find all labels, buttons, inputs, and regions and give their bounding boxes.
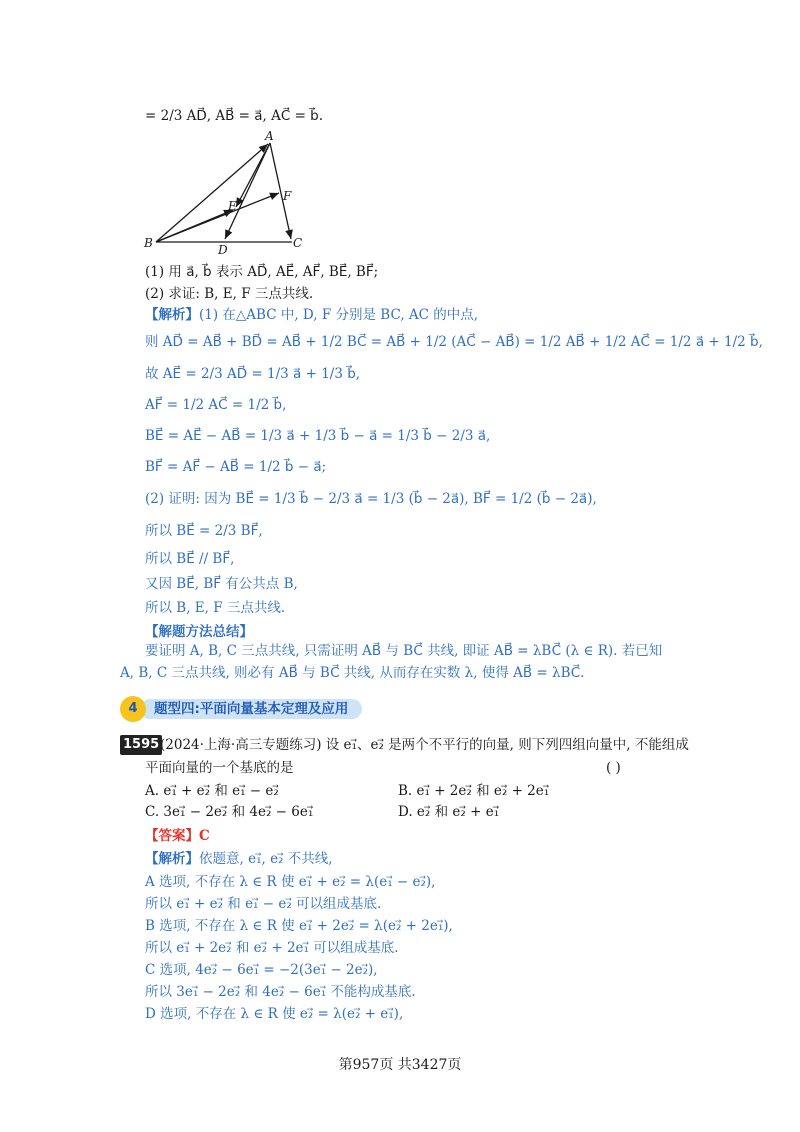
analysis-line-1: 则 AD⃗ = AB⃗ + BD⃗ = AB⃗ + 1/2 BC⃗ = AB⃗ + 1/2 (AC⃗ − AB⃗) = 1/2 AB⃗ + 1/2 AC⃗ = 1/2 a⃗ + 1/2 b⃗, (145, 334, 763, 350)
summary-tag: 【解题方法总结】 (145, 624, 253, 640)
analysis-line-5: BF⃗ = AF⃗ − AB⃗ = 1/2 b⃗ − a⃗; (145, 459, 327, 475)
label-c: C (293, 236, 303, 250)
answer-paren: ( ) (606, 760, 621, 776)
analysis-text-0: (1) 在△ABC 中, D, F 分别是 BC, AC 的中点, (199, 307, 479, 323)
p-analysis-tag: 【解析】 (145, 851, 199, 867)
option-c: C. 3e₁⃗ − 2e₂⃗ 和 4e₂⃗ − 6e₁⃗ (145, 804, 314, 820)
analysis-line-8: 所以 BE⃗ // BF⃗, (145, 551, 235, 567)
answer-tag: 【答案】 (145, 828, 199, 844)
p-analysis-text-0: 依题意, e₁⃗, e₂⃗ 不共线, (199, 851, 333, 867)
option-a: A. e₁⃗ + e₂⃗ 和 e₁⃗ − e₂⃗ (145, 783, 279, 799)
vector-ad (225, 143, 270, 239)
analysis-line-0 (145, 305, 478, 325)
analysis-line-7: 所以 BE⃗ = 2/3 BF⃗, (145, 523, 263, 539)
analysis-line-3: AF⃗ = 1/2 AC⃗ = 1/2 b⃗, (145, 397, 287, 413)
section-number: 4 (120, 696, 146, 722)
option-d: D. e₂⃗ 和 e₂⃗ + e₁⃗ (398, 804, 500, 820)
question-2: (2) 求证: B, E, F 三点共线. (145, 286, 314, 302)
problem-stem-1: (2024·上海·高三专题练习) 设 e₁⃗、e₂⃗ 是两个不平行的向量, 则下列四组向量中, 不能组成 (160, 737, 689, 753)
summary-line-1: A, B, C 三点共线, 则必有 AB⃗ 与 BC⃗ 共线, 从而存在实数 λ, 使得 AB⃗ = λBC⃗. (120, 665, 585, 681)
label-f: F (283, 189, 292, 203)
problem-stem-2: 平面向量的一个基底的是 (145, 760, 294, 776)
triangle-figure (140, 130, 320, 255)
answer-value: C (199, 828, 210, 844)
section-header (120, 696, 368, 722)
answer-line (145, 826, 210, 846)
summary-line-0: 要证明 A, B, C 三点共线, 只需证明 AB⃗ 与 BC⃗ 共线, 即证 AB⃗ = λBC⃗ (λ ∈ R). 若已知 (145, 643, 663, 659)
top-formula: = 2/3 AD⃗, AB⃗ = a⃗, AC⃗ = b⃗. (145, 108, 324, 124)
analysis-tag: 【解析】 (145, 307, 199, 323)
problem-id-badge: 1595 (120, 735, 162, 755)
analysis-line-6: (2) 证明: 因为 BE⃗ = 1/3 b⃗ − 2/3 a⃗ = 1/3 (b⃗ − 2a⃗), BF⃗ = 1/2 (b⃗ − 2a⃗), (145, 491, 597, 507)
analysis-line-4: BE⃗ = AE⃗ − AB⃗ = 1/3 a⃗ + 1/3 b⃗ − a⃗ = 1/3 b⃗ − 2/3 a⃗, (145, 428, 491, 444)
section-title: 题型四:平面向量基本定理及应用 (154, 701, 349, 717)
p-analysis-line-7: D 选项, 不存在 λ ∈ R 使 e₂⃗ = λ(e₂⃗ + e₁⃗), (145, 1006, 404, 1022)
vector-be (156, 210, 233, 242)
analysis-line-10: 所以 B, E, F 三点共线. (145, 600, 286, 616)
p-analysis-line-5: C 选项, 4e₂⃗ − 6e₁⃗ = −2(3e₁⃗ − 2e₂⃗), (145, 962, 378, 978)
page-footer: 第957页 共3427页 (338, 1057, 462, 1073)
option-b: B. e₁⃗ + 2e₂⃗ 和 e₂⃗ + 2e₁⃗ (398, 783, 550, 799)
analysis-line-9: 又因 BE⃗, BF⃗ 有公共点 B, (145, 576, 298, 592)
label-d: D (218, 243, 228, 255)
label-b: B (144, 236, 153, 250)
p-analysis-line-6: 所以 3e₁⃗ − 2e₂⃗ 和 4e₂⃗ − 6e₁⃗ 不能构成基底. (145, 984, 416, 1000)
p-analysis-line-3: B 选项, 不存在 λ ∈ R 使 e₁⃗ + 2e₂⃗ = λ(e₂⃗ + 2e₁⃗), (145, 918, 453, 934)
label-a: A (265, 130, 274, 143)
section-pill (140, 699, 362, 719)
question-1: (1) 用 a⃗, b⃗ 表示 AD⃗, AE⃗, AF⃗, BE⃗, BF⃗; (145, 264, 379, 280)
vector-ae (236, 143, 270, 207)
p-analysis-line-2: 所以 e₁⃗ + e₂⃗ 和 e₁⃗ − e₂⃗ 可以组成基底. (145, 896, 382, 912)
label-e: E (228, 199, 237, 213)
analysis-line-2: 故 AE⃗ = 2/3 AD⃗ = 1/3 a⃗ + 1/3 b⃗, (145, 366, 361, 382)
p-analysis-line-4: 所以 e₁⃗ + 2e₂⃗ 和 e₂⃗ + 2e₁⃗ 可以组成基底. (145, 940, 399, 956)
p-analysis-line-0 (145, 849, 333, 869)
p-analysis-line-1: A 选项, 不存在 λ ∈ R 使 e₁⃗ + e₂⃗ = λ(e₁⃗ − e₂⃗), (145, 874, 436, 890)
vector-ab (156, 144, 268, 242)
